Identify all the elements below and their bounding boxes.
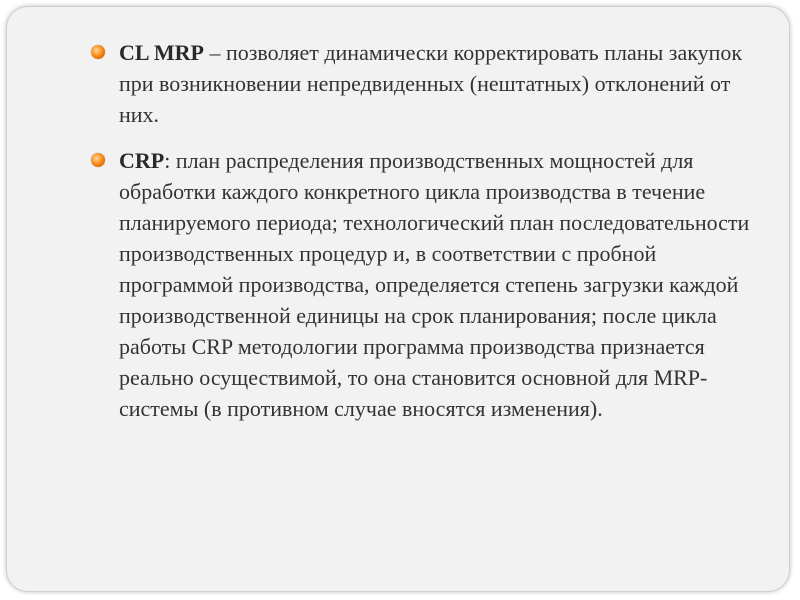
orange-circle-bullet-icon [91,45,105,59]
bullet-item-crp [91,145,751,424]
term-cl-mrp: CL MRP [119,40,204,65]
orange-circle-bullet-icon [91,153,105,167]
bullet-list [91,37,751,439]
term-crp: CRP [119,148,165,173]
definition-cl-mrp: – позволяет динамически корректировать планы закупок при возникновении непредвиденных (нештатных) отклонений от них. [119,40,743,127]
slide-frame [6,6,790,592]
bullet-item-cl-mrp [91,37,751,130]
definition-crp: : план распределения производственных мощностей для обработки каждого конкретного цикла производства в течение планируемого периода; технологический план последовательности производственных процедур и, в соответствии с пробной программой производства, определяется степень загрузки каждой производственной единицы на срок планирования; после цикла работы CRP методологии программа производства признается реально осуществимой, то она становится основной для MRP-системы (в противном случае вносятся изменения). [119,148,750,421]
